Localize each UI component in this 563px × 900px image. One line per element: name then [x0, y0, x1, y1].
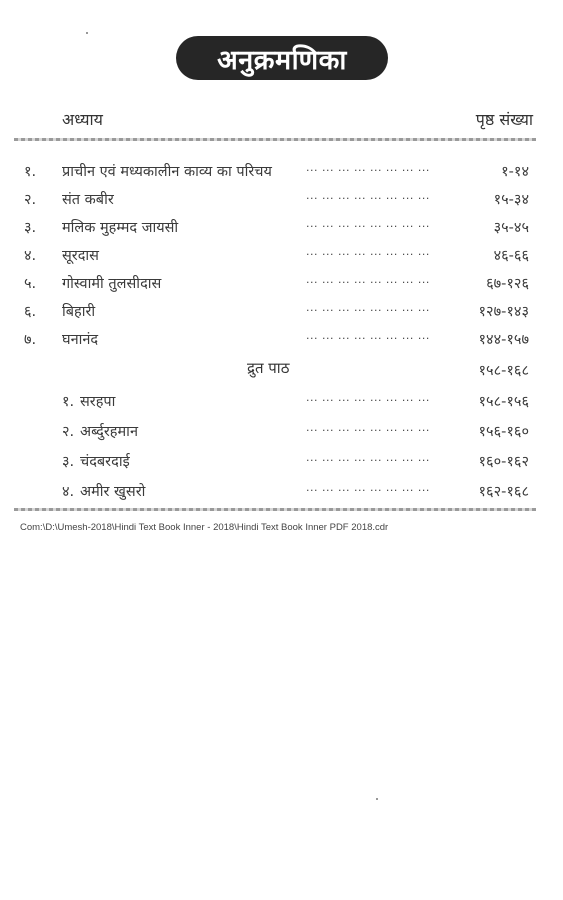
leader-dots: ... ... ... ... ... ... ... ...: [306, 273, 430, 286]
leader-dots: ... ... ... ... ... ... ... ...: [306, 391, 430, 404]
item-title: अर्ब्दुरहमान: [80, 424, 138, 440]
leader-dots: ... ... ... ... ... ... ... ...: [306, 481, 430, 494]
chapter-title: बिहारी: [62, 304, 96, 320]
leader-dots: ... ... ... ... ... ... ... ...: [306, 189, 430, 202]
item-number: २.: [62, 424, 75, 440]
toc-row: [0, 186, 563, 210]
chapter-title: घनानंद: [62, 332, 99, 348]
toc-row: [0, 214, 563, 238]
chapter-number: ७.: [24, 332, 37, 348]
toc-row: [0, 418, 563, 442]
toc-row: [0, 326, 563, 350]
leader-dots: ... ... ... ... ... ... ... ...: [306, 421, 430, 434]
item-number: १.: [62, 394, 75, 410]
toc-row: [0, 388, 563, 412]
toc-row: [0, 478, 563, 502]
chapter-title: संत कबीर: [62, 192, 114, 208]
chapter-number: ६.: [24, 304, 37, 320]
page-range: १५८-१५६: [478, 394, 529, 410]
chapter-title: गोस्वामी तुलसीदास: [62, 276, 162, 292]
chapter-number: १.: [24, 164, 37, 180]
leader-dots: ... ... ... ... ... ... ... ...: [306, 217, 430, 230]
chapter-number: ३.: [24, 220, 37, 236]
page-title: अनुक्रमणिका: [217, 44, 347, 76]
section-page-range: १५८-१६८: [478, 363, 529, 379]
item-number: ४.: [62, 484, 75, 500]
toc-row: [0, 158, 563, 182]
top-divider: [14, 138, 536, 141]
page-range: १६०-१६२: [478, 454, 529, 470]
chapter-title: प्राचीन एवं मध्यकालीन काव्य का परिचय: [62, 164, 272, 180]
chapter-number: २.: [24, 192, 37, 208]
page-range: १५६-१६०: [478, 424, 529, 440]
chapter-title: सूरदास: [62, 248, 99, 264]
chapter-title: मलिक मुहम्मद जायसी: [62, 220, 179, 236]
scan-speck: [86, 32, 88, 34]
toc-row: [0, 270, 563, 294]
title-banner: [176, 36, 388, 80]
file-path-footer: Com:\D:\Umesh-2018\Hindi Text Book Inner - 2018\Hindi Text Book Inner PDF 2018.cdr: [20, 522, 389, 533]
page-range: ४६-६६: [493, 248, 529, 264]
section-heading: द्रुत पाठ: [247, 359, 290, 377]
leader-dots: ... ... ... ... ... ... ... ...: [306, 301, 430, 314]
leader-dots: ... ... ... ... ... ... ... ...: [306, 451, 430, 464]
chapter-number: ५.: [24, 276, 37, 292]
toc-row: [0, 242, 563, 266]
bottom-divider: [14, 508, 536, 511]
item-title: चंदबरदाई: [80, 454, 130, 470]
leader-dots: ... ... ... ... ... ... ... ...: [306, 245, 430, 258]
page-range: १५-३४: [493, 192, 529, 208]
leader-dots: ... ... ... ... ... ... ... ...: [306, 161, 430, 174]
item-title: अमीर खुसरो: [80, 484, 146, 500]
item-number: ३.: [62, 454, 75, 470]
page-range: १६२-१६८: [478, 484, 529, 500]
page-range: ३५-४५: [493, 220, 529, 236]
toc-row: [0, 448, 563, 472]
page-range: १-१४: [501, 164, 529, 180]
page-range: १४४-१५७: [478, 332, 529, 348]
chapter-column-header: अध्याय: [62, 110, 103, 129]
page-range: १२७-१४३: [478, 304, 529, 320]
page-column-header: पृष्ठ संख्या: [475, 110, 533, 129]
page-range: ६७-१२६: [486, 276, 529, 292]
scan-speck: [376, 798, 378, 800]
chapter-number: ४.: [24, 248, 37, 264]
toc-row: [0, 298, 563, 322]
item-title: सरहपा: [80, 394, 116, 410]
leader-dots: ... ... ... ... ... ... ... ...: [306, 329, 430, 342]
